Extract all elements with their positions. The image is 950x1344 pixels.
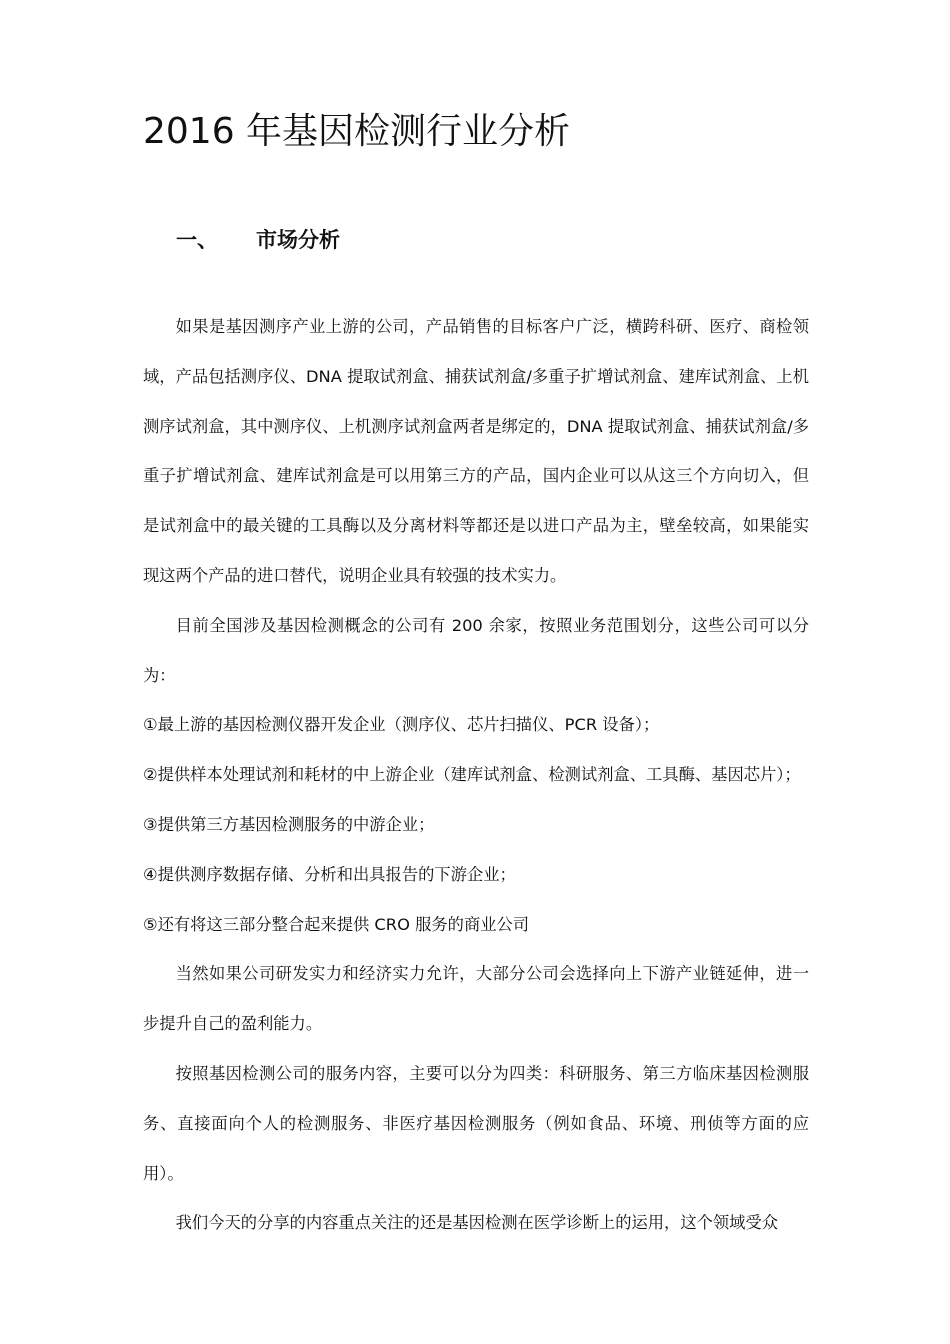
section-title: 市场分析 (256, 228, 340, 252)
section-number: 一、 (176, 228, 218, 252)
list-item: ③提供第三方基因检测服务的中游企业； (143, 814, 435, 834)
list-item: ⑤还有将这三部分整合起来提供 CRO 服务的商业公司 (143, 914, 530, 934)
list-item: ②提供样本处理试剂和耗材的中上游企业（建库试剂盒、检测试剂盒、工具酶、基因芯片）； (143, 765, 801, 785)
list-item: ④提供测序数据存储、分析和出具报告的下游企业； (143, 864, 516, 884)
list-item: ①最上游的基因检测仪器开发企业（测序仪、芯片扫描仪、PCR 设备）； (143, 715, 660, 735)
paragraph: 按照基因检测公司的服务内容，主要可以分为四类：科研服务、第三方临床基因检测服务、直接面向个人的检测服务、非医疗基因检测服务（例如食品、环境、刑侦等方面的应用）。 (143, 1063, 809, 1183)
document-body (143, 302, 809, 1248)
paragraph: 我们今天的分享的内容重点关注的还是基因检测在医学诊断上的运用，这个领域受众 (175, 1213, 779, 1233)
paragraph: 如果是基因测序产业上游的公司，产品销售的目标客户广泛，横跨科研、医疗、商检领域，产品包括测序仪、DNA 提取试剂盒、捕获试剂盒/多重子扩增试剂盒、建库试剂盒、上机测序试剂盒，其中测序仪、上机测序试剂盒两者是绑定的，DNA 提取试剂盒、捕获试剂盒/多重子扩增试剂盒、建库试剂盒是可以用第三方的产品，国内企业可以从这三个方向切入，但是试剂盒中的最关键的工具酶以及分离材料等都还是以进口产品为主，壁垒较高，如果能实现这两个产品的进口替代，说明企业具有较强的技术实力。 (143, 317, 809, 585)
paragraph: 目前全国涉及基因检测概念的公司有 200 余家，按照业务范围划分，这些公司可以分为： (143, 615, 809, 685)
paragraph: 当然如果公司研发实力和经济实力允许，大部分公司会选择向上下游产业链延伸，进一步提升自己的盈利能力。 (143, 964, 809, 1034)
document-title: 2016 年基因检测行业分析 (143, 111, 571, 152)
section-heading (176, 224, 340, 256)
